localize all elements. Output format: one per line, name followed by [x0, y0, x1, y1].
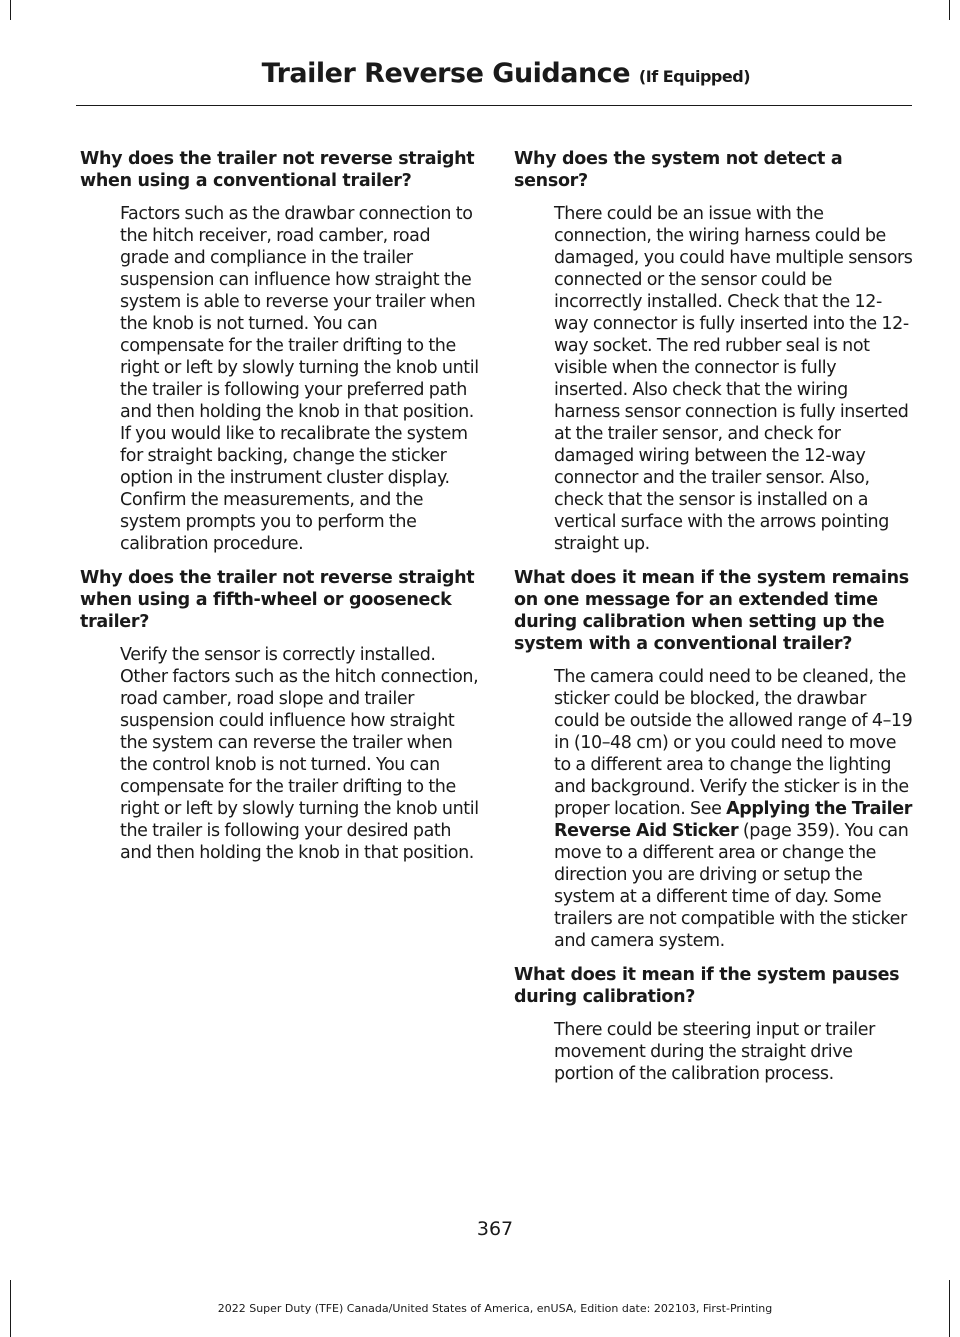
faq-answer-4-part2: You can move to a different area or change the direction you are driving or setup the system at a different time of day. Some trailers are not compatible with the sticker and camera system. [554, 821, 909, 951]
cross-reference-link[interactable]: Applying the Trailer Reverse Aid Sticker [554, 799, 912, 841]
faq-answer-4-part1: The camera could need to be cleaned, the sticker could be blocked, the drawbar could be outside the allowed range of 4–19 in (10–48 cm) or you could need to move to a different area to change the lighting and background. Verify the sticker is in the proper location. See [554, 667, 913, 819]
faq-question-3: Why does the system not detect a sensor? [514, 149, 843, 191]
faq-answer-1: Factors such as the drawbar connection to the hitch receiver, road camber, road grade and compliance in the trailer suspension can influence how straight the system is able to reverse your trailer when the knob is not turned. You can compensate for the trailer drifting to the right or left by slowly turning the knob until the trailer is following your preferred path and then holding the knob in that position. If you would like to recalibrate the system for straight backing, change the sticker option in the instrument cluster display. Confirm the measurements, and the system prompts you to perform the calibration procedure. [120, 204, 479, 554]
left-column [80, 148, 480, 876]
footer-edition-info: 2022 Super Duty (TFE) Canada/United States of America, enUSA, Edition date: 202103, First-Printing [217, 1302, 773, 1315]
right-column [514, 148, 914, 1097]
faq-answer-4 [554, 666, 914, 952]
page-number: 367 [476, 1218, 514, 1240]
faq-answer-2: Verify the sensor is correctly installed. Other factors such as the hitch connection, road camber, road slope and trailer suspension could influence how straight the system can reverse the trailer when the control knob is not turned. You can compensate for the trailer drifting to the right or left by slowly turning the knob until the trailer is following your desired path and then holding the knob in that position. [120, 645, 479, 863]
cross-reference-page: (page 359). [738, 821, 840, 841]
page-header-title [262, 58, 750, 89]
faq-answer-5: There could be steering input or trailer movement during the straight drive portion of the calibration process. [554, 1020, 875, 1084]
header-divider [76, 105, 912, 106]
header-title-text: Trailer Reverse Guidance [261, 58, 631, 89]
faq-question-2: Why does the trailer not reverse straight when using a fifth-wheel or gooseneck trailer? [80, 568, 475, 632]
faq-question-5: What does it mean if the system pauses during calibration? [514, 965, 900, 1007]
faq-question-4: What does it mean if the system remains on one message for an extended time during calibration when setting up the system with a conventional trailer? [514, 568, 909, 654]
crop-mark-top-left [10, 0, 11, 20]
crop-mark-top-right [949, 0, 950, 20]
header-title-suffix: (If Equipped) [638, 67, 750, 86]
faq-question-1: Why does the trailer not reverse straight when using a conventional trailer? [80, 149, 475, 191]
faq-answer-3: There could be an issue with the connection, the wiring harness could be damaged, you could have multiple sensors connected or the sensor could be incorrectly installed. Check that the 12-way connector is fully inserted into the 12-way socket. The red rubber seal is not visible when the connector is fully inserted. Also check that the wiring harness sensor connection is fully inserted at the trailer sensor, and check for damaged wiring between the 12-way connector and the trailer sensor. Also, check that the sensor is installed on a vertical surface with the arrows pointing straight up. [554, 204, 913, 554]
